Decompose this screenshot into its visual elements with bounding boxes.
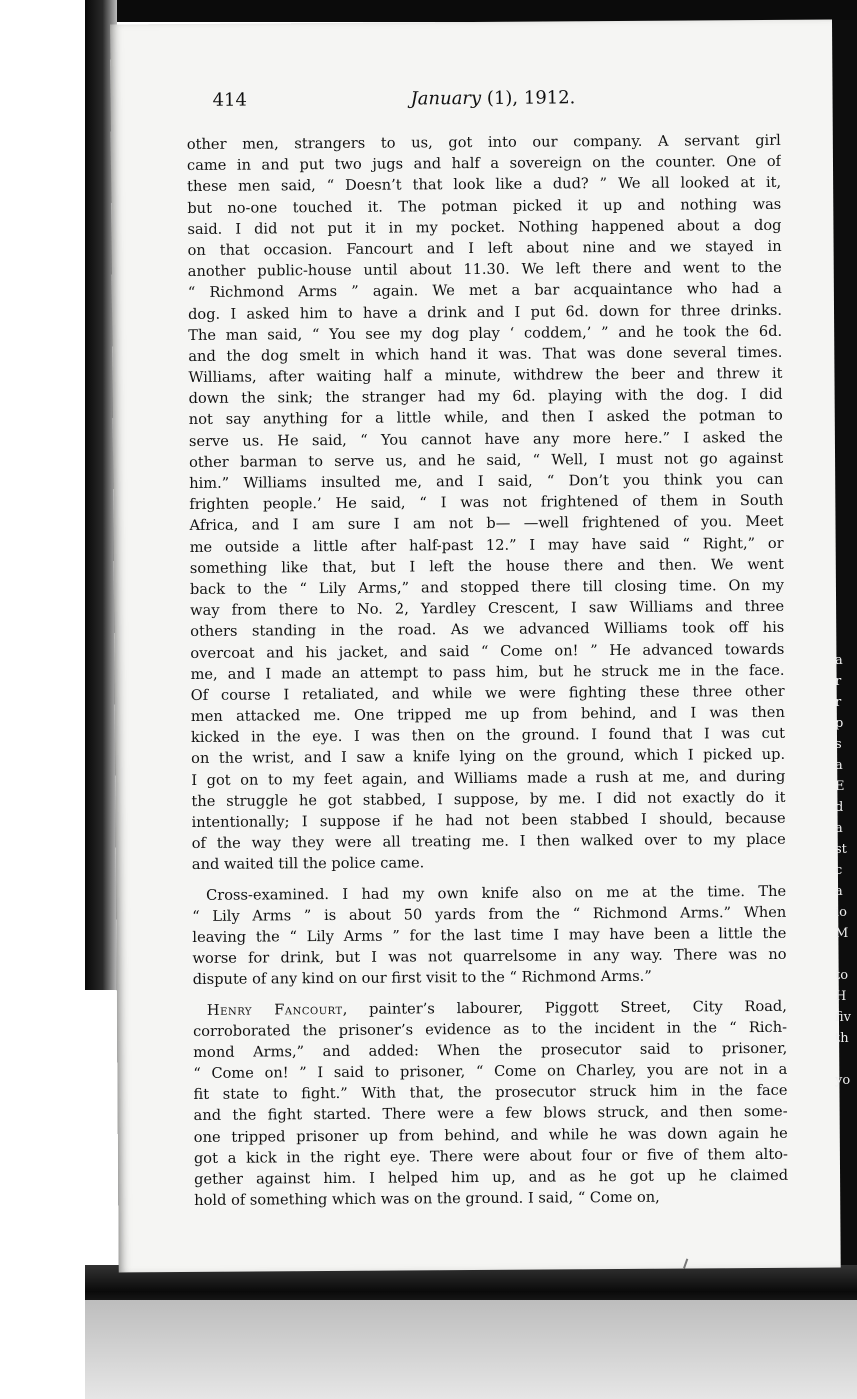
text-line: “ Richmond Arms ” again. We met a bar acquaintance who had a (187, 280, 782, 302)
facing-page-fragment: a (835, 653, 843, 668)
facing-page-fragment: d (835, 800, 844, 815)
ink-mark (683, 1258, 688, 1268)
facing-page-fragment: a (835, 884, 843, 899)
text-line: way from there to No. 2, Yardley Crescent, I saw Williams and three (190, 597, 785, 620)
facing-page-fragment: H (835, 989, 847, 1004)
text-line: “ Come on! ” I said to prisoner, “ Come on Charley, you are not in a (193, 1060, 788, 1083)
facing-page-fragment: th (835, 1031, 849, 1046)
facing-page-fragment: p (835, 716, 844, 731)
text-line: of the way they were all treating me. I then walked over to my place (191, 831, 786, 853)
text-line: other barman to serve us, and he said, “ Well, I must not go against (189, 449, 784, 471)
background-surface (85, 1300, 857, 1399)
text-line: but no-one touched it. The potman picked it up and nothing was (187, 195, 782, 217)
issue-date (410, 87, 575, 109)
text-line: not say anything for a little while, and then I asked the potman to (188, 407, 783, 429)
facing-page-fragment: st (835, 842, 847, 857)
facing-page-fragment: M (835, 926, 849, 941)
text-line: other men, strangers to us, got into our company. A servant girl (186, 131, 781, 153)
text-line: Cross-examined. I had my own knife also on me at the time. The (206, 882, 787, 904)
text-line: on the wrist, and I saw a knife lying on the ground, which I picked up. (191, 746, 786, 768)
text-line: the struggle he got stabbed, I suppose, by me. I did not exactly do it (191, 788, 786, 810)
facing-page-text (835, 650, 857, 1210)
text-line: fit state to fight.” With that, the prosecutor struck him in the face (193, 1082, 788, 1104)
text-line: me outside a little after half-past 12.” I may have said “ Right,” or (189, 534, 784, 556)
running-header (212, 87, 682, 116)
top-shadow (85, 0, 857, 22)
text-line: back to the “ Lily Arms,” and stopped there till closing time. On my (189, 576, 784, 598)
text-line: dog. I asked him to have a drink and I put 6d. down for three drinks. (187, 301, 783, 323)
text-line: on that occasion. Fancourt and I left about nine and we stayed in (187, 237, 782, 259)
text-line: frighten people.’ He said, “ I was not frightened of them in South (189, 492, 784, 514)
text-line: Of course I retaliated, and while we were fighting these three other (190, 682, 785, 704)
page-number: 414 (212, 89, 247, 111)
facing-page-fragment: E (835, 779, 845, 794)
text-line: overcoat and his jacket, and said “ Come on! ” He advanced towards (190, 640, 785, 662)
text-line: said. I did not put it in my pocket. Nothing happened about a dog (187, 216, 782, 238)
text-line: gether against him. I helped him up, and as he got up he claimed (194, 1166, 789, 1188)
text-line: intentionally; I suppose if he had not been stabbed I should, because (191, 809, 786, 831)
text-line: corroborated the prisoner’s evidence as to the incident in the “ Rich- (192, 1018, 788, 1040)
text-line: him.” Williams insulted me, and I said, “ Don’t you think you can (189, 470, 784, 492)
text-line: me, and I made an attempt to pass him, but he struck me in the face. (190, 661, 785, 683)
witness-name: Henry Fancourt (206, 1000, 343, 1019)
page-body (187, 130, 789, 1212)
text-line: serve us. He said, “ You cannot have any more here.” I asked the (188, 428, 783, 450)
facing-page-fragment: r (835, 695, 842, 710)
facing-page-fragment: r (835, 674, 842, 689)
text-line: others standing in the road. As we advanced Williams took off his (190, 619, 785, 641)
text-line: Williams, after waiting half a minute, withdrew the beer and threw it (188, 364, 783, 387)
witness-paragraph (193, 995, 788, 1211)
text-line: I got on to my feet again, and Williams made a rush at me, and during (191, 767, 786, 789)
facing-page-fragment: yo (835, 1073, 851, 1088)
text-line: hold of something which was on the ground. I said, “ Come on, (194, 1188, 660, 1210)
text-line: something like that, but I left the house there and then. We went (189, 555, 784, 577)
text-line: and the dog smelt in which hand it was. That was done several times. (188, 343, 783, 365)
facing-page-fragment (835, 1049, 857, 1070)
testimony-paragraph (187, 130, 786, 876)
text-line: got a kick in the right eye. There were about four or five of them alto- (193, 1145, 788, 1167)
text-line: came in and put two jugs and half a sovereign on the counter. One of (186, 153, 782, 175)
facing-page-fragment: io (835, 905, 847, 920)
facing-page-fragment: s (835, 737, 842, 752)
witness-description: , painter’s labourer, Piggott Street, City Road, (342, 997, 787, 1018)
facing-page-fragment: a (835, 821, 843, 836)
text-line: and waited till the police came. (191, 854, 425, 874)
facing-page-fragment: to (835, 968, 849, 983)
text-line: another public-house until about 11.30. We left there and went to the (187, 258, 782, 281)
issue-suffix: (1), 1912. (481, 87, 576, 109)
text-line: and the fight started. There were a few blows struck, and then some- (193, 1103, 788, 1125)
text-line: mond Arms,” and added: When the prosecutor said to prisoner, (193, 1039, 788, 1061)
facing-page-fragment (835, 944, 857, 965)
facing-page-fragment: fiv (835, 1010, 852, 1025)
text-line: kicked in the eye. I was then on the ground. I found that I was cut (190, 725, 786, 747)
text-line: down the sink; the stranger had my 6d. playing with the dog. I did (188, 386, 783, 408)
text-line: “ Lily Arms ” is about 50 yards from the “ Richmond Arms.” When (192, 903, 787, 925)
text-line: leaving the “ Lily Arms ” for the last time I may have been a little the (192, 924, 787, 946)
facing-page-fragment: a (835, 758, 843, 773)
book-page (110, 19, 841, 1272)
text-line: dispute of any kind on our first visit to the “ Richmond Arms.” (192, 968, 652, 989)
text-line: these men said, “ Doesn’t that look like a dud? ” We all looked at it, (187, 174, 782, 196)
text-line: Africa, and I am sure I am not b— —well frightened of you. Meet (189, 513, 784, 535)
cross-examination-paragraph (192, 880, 787, 990)
text-line: one tripped prisoner up from behind, and while he was down again he (193, 1124, 788, 1146)
text-line: men attacked me. One tripped me up from behind, and I was then (190, 703, 785, 726)
text-line: worse for drink, but I was not quarrelsome in any way. There was no (192, 945, 787, 968)
issue-month: January (410, 87, 482, 110)
text-line: The man said, “ You see my dog play ‘ coddem,’ ” and he took the 6d. (188, 322, 783, 344)
facing-page-fragment: c (835, 863, 843, 878)
